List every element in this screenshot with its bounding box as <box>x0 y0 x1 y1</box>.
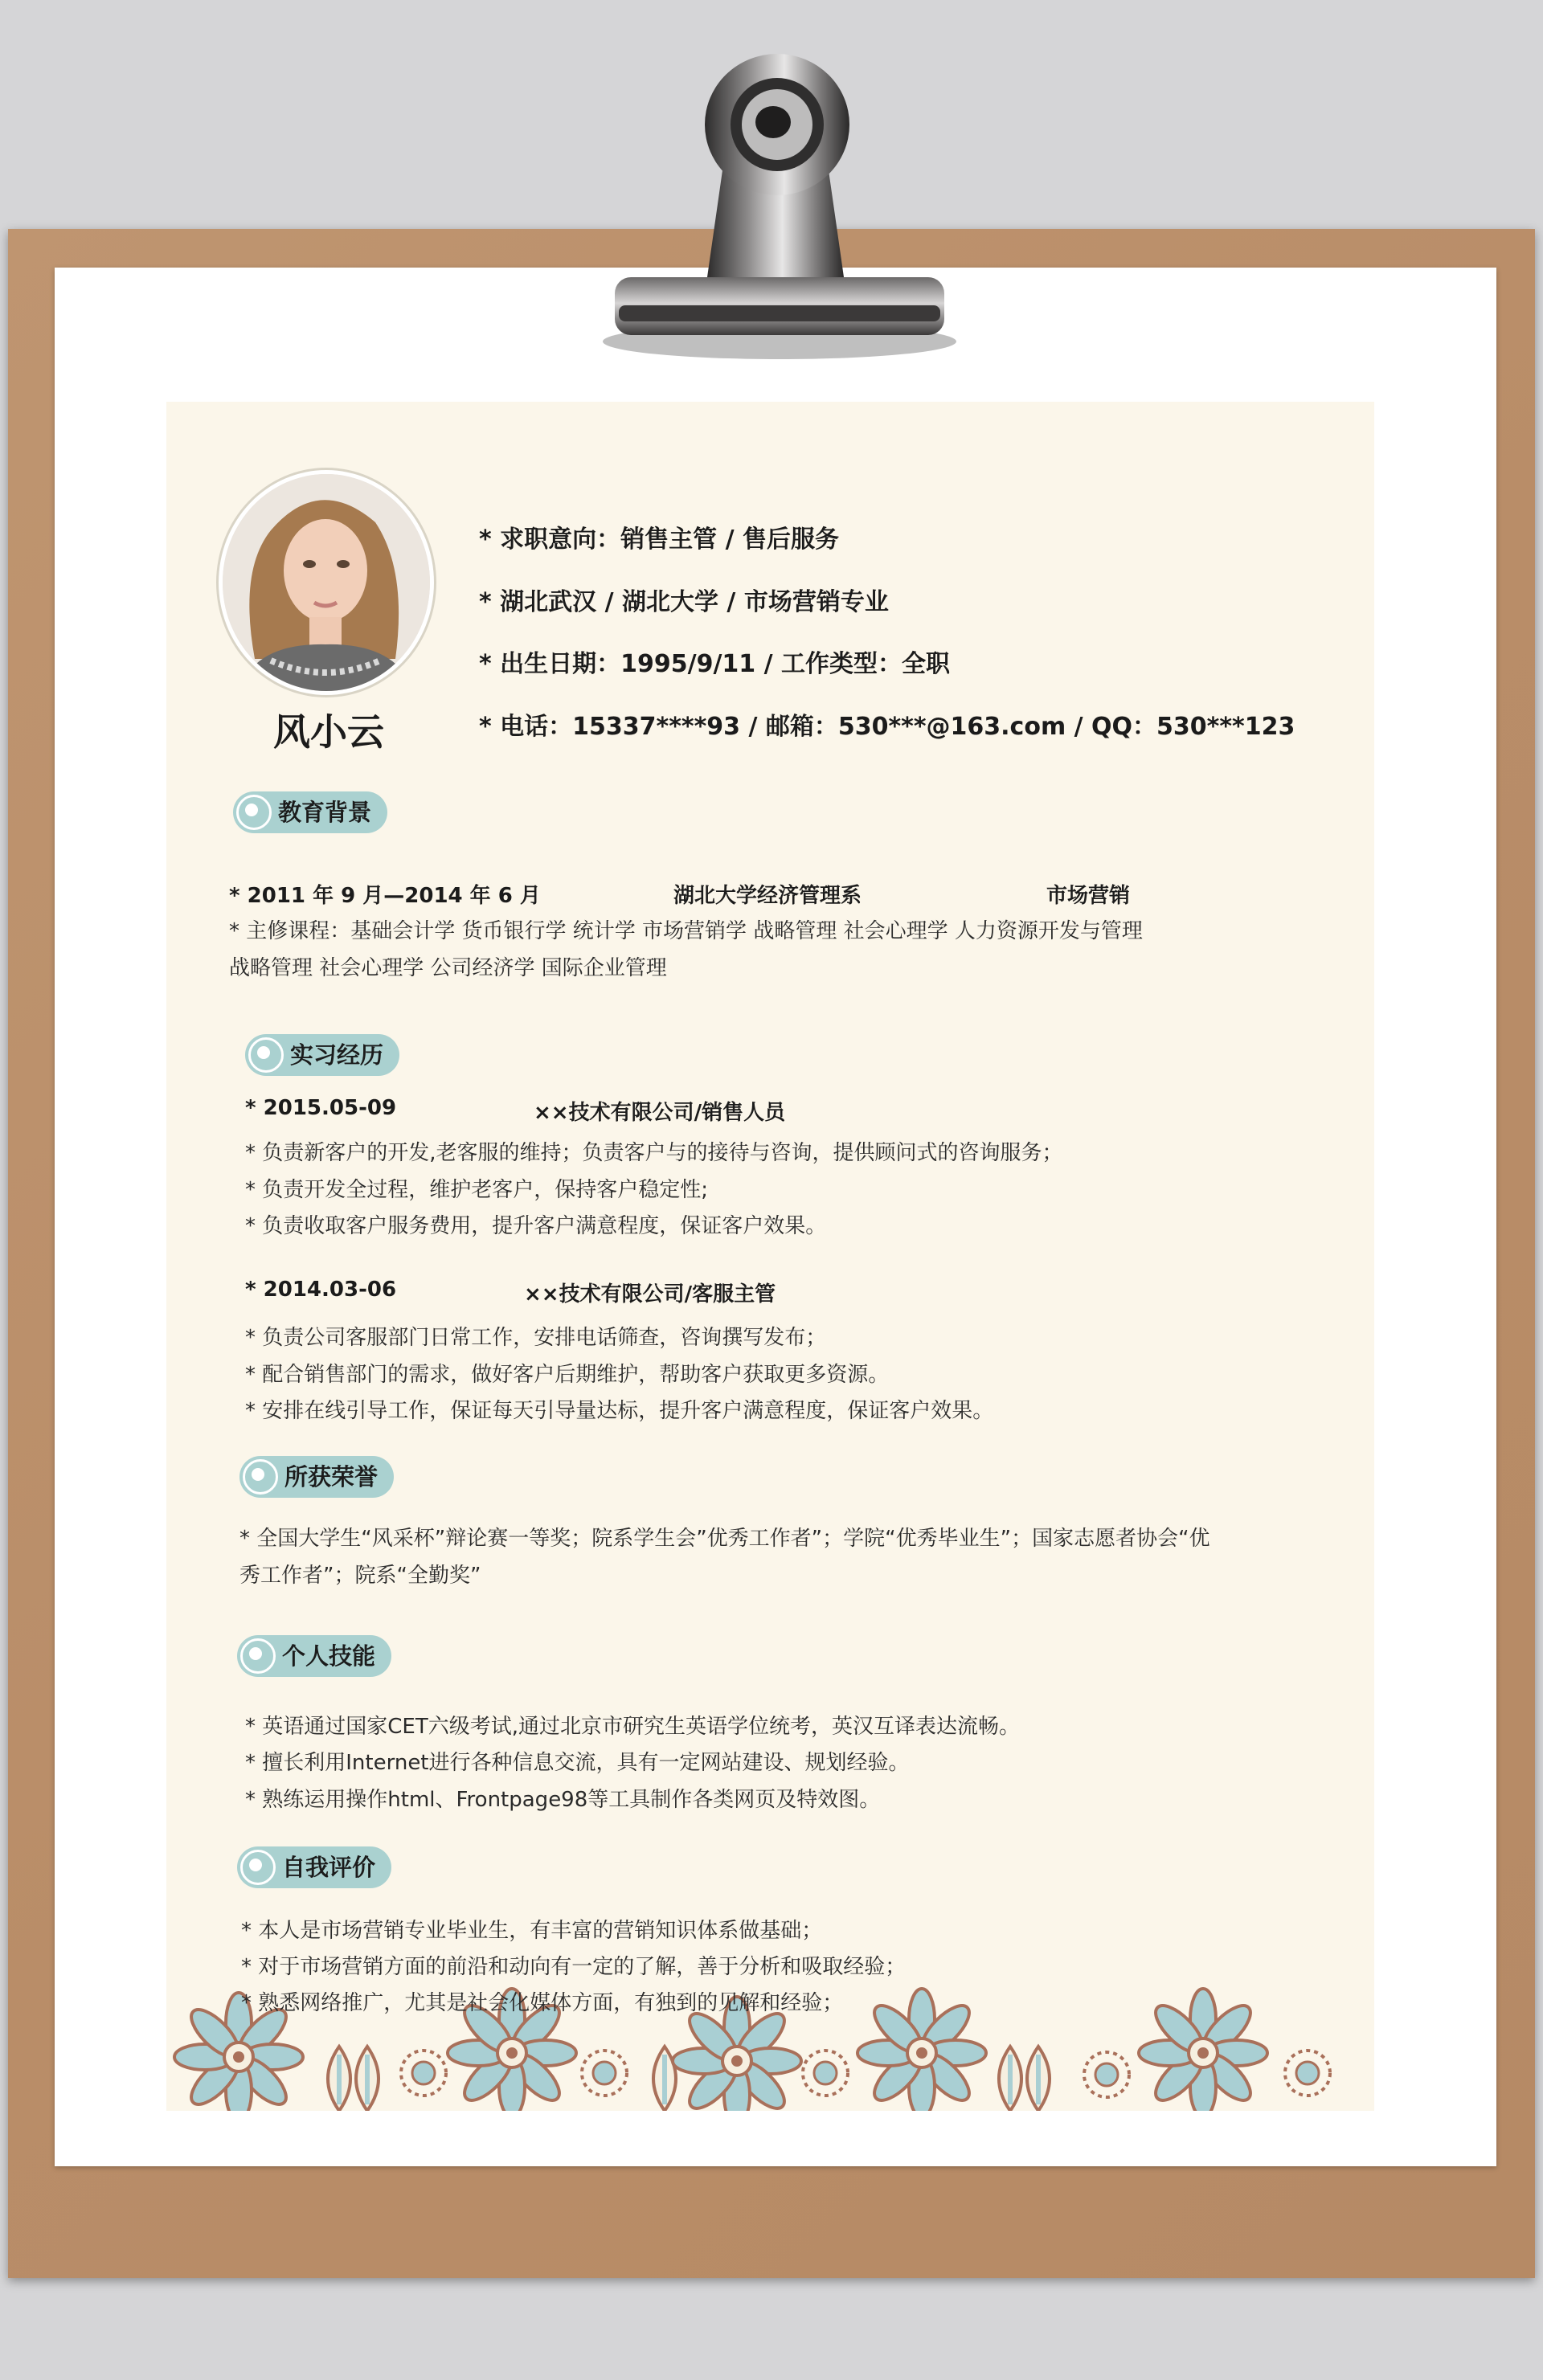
job-duty: * 负责开发全过程，维护老客户，保持客户稳定性; <box>245 1178 709 1202</box>
job-duty: * 负责新客户的开发,老客服的维持；负责客户与的接待与咨询，提供顾问式的咨询服务； <box>245 1141 1063 1165</box>
job-duty: * 负责公司客服部门日常工作，安排电话筛查，咨询撰写发布； <box>245 1326 827 1350</box>
info-job-target: * 求职意向：销售主管 / 售后服务 <box>479 525 839 554</box>
section-title: 所获荣誉 <box>284 1463 379 1491</box>
section-internship-header <box>245 1034 399 1076</box>
edu-courses-1: * 主修课程：基础会计学 货币银行学 统计学 市场营销学 战略管理 社会心理学 人力资源开发与管理 <box>229 919 1143 943</box>
portrait-icon <box>223 474 430 691</box>
section-title: 教育背景 <box>278 799 372 826</box>
ring-icon <box>243 1459 278 1495</box>
edu-period: * 2011 年 9 月—2014 年 6 月 <box>229 884 541 908</box>
ring-icon <box>240 1850 276 1885</box>
candidate-name: 风小云 <box>273 710 384 754</box>
section-title: 实习经历 <box>290 1041 384 1069</box>
section-title: 个人技能 <box>282 1642 376 1670</box>
section-skills-header <box>237 1635 391 1677</box>
info-birth-jobtype: * 出生日期：1995/9/11 / 工作类型：全职 <box>479 650 951 678</box>
job-date: * 2014.03-06 <box>245 1278 397 1302</box>
job-date: * 2015.05-09 <box>245 1096 397 1120</box>
avatar <box>219 470 434 695</box>
floral-border-icon <box>166 1953 1374 2111</box>
job-company: ××技术有限公司/客服主管 <box>524 1282 776 1307</box>
section-self-eval-header <box>237 1846 391 1888</box>
edu-major: 市场营销 <box>1046 884 1131 908</box>
job-duty: * 负责收取客户服务费用，提升客户满意程度，保证客户效果。 <box>245 1214 827 1238</box>
honors-line-1: * 全国大学生“风采杯”辩论赛一等奖；院系学生会”优秀工作者”；学院“优秀毕业生”；国家志愿者协会“优 <box>239 1527 1210 1551</box>
job-company: ××技术有限公司/销售人员 <box>534 1101 786 1125</box>
info-location-school: * 湖北武汉 / 湖北大学 / 市场营销专业 <box>479 588 889 616</box>
ring-icon <box>240 1638 276 1674</box>
skill-item: * 英语通过国家CET六级考试,通过北京市研究生英语学位统考，英汉互译表达流畅。 <box>245 1715 1020 1739</box>
self-eval-item: * 熟悉网络推广，尤其是社会化媒体方面，有独到的见解和经验； <box>241 1991 844 2015</box>
ring-icon <box>248 1037 284 1073</box>
honors-line-2: 秀工作者”；院系“全勤奖” <box>239 1564 481 1588</box>
skill-item: * 熟练运用操作html、Frontpage98等工具制作各类网页及特效图。 <box>245 1788 881 1812</box>
edu-courses-2: 战略管理 社会心理学 公司经济学 国际企业管理 <box>229 956 667 980</box>
section-education-header <box>233 791 387 833</box>
job-duty: * 安排在线引导工作，保证每天引导量达标，提升客户满意程度，保证客户效果。 <box>245 1399 994 1423</box>
skill-item: * 擅长利用Internet进行各种信息交流，具有一定网站建设、规划经验。 <box>245 1751 910 1775</box>
job-duty: * 配合销售部门的需求，做好客户后期维护，帮助客户获取更多资源。 <box>245 1363 890 1387</box>
binder-clip-icon <box>563 44 980 366</box>
section-title: 自我评价 <box>282 1854 376 1881</box>
section-honors-header <box>239 1456 394 1498</box>
ring-icon <box>236 795 272 830</box>
edu-school: 湖北大学经济管理系 <box>673 884 862 908</box>
self-eval-item: * 对于市场营销方面的前沿和动向有一定的了解，善于分析和吸取经验； <box>241 1955 907 1979</box>
info-contact: * 电话：15337****93 / 邮箱：530***@163.com / QQ：530***123 <box>479 713 1295 741</box>
self-eval-item: * 本人是市场营销专业毕业生，有丰富的营销知识体系做基础； <box>241 1919 823 1943</box>
